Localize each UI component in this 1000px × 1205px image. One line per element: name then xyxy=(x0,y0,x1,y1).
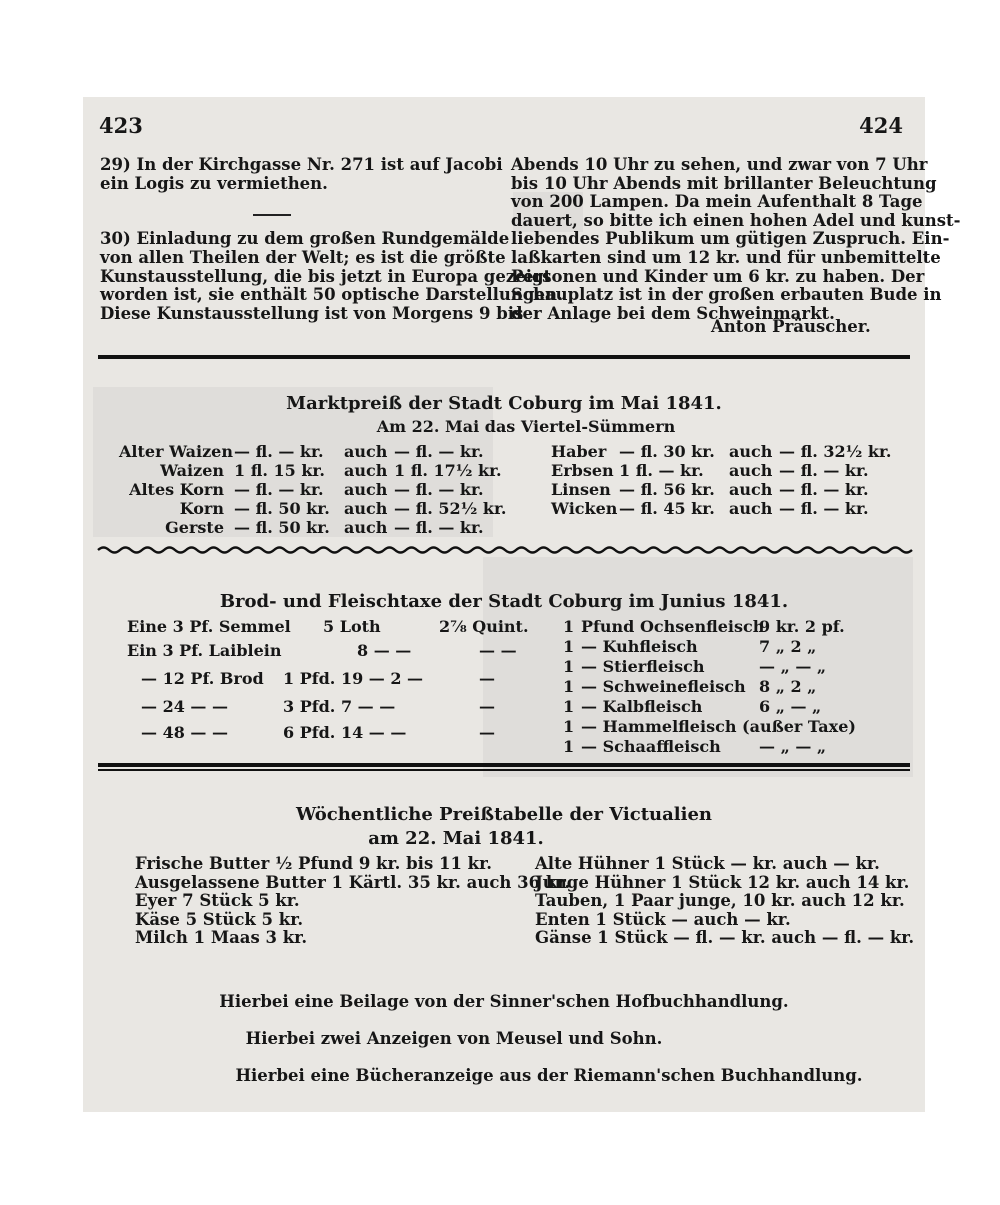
meat-name: — Kalbfleisch xyxy=(581,697,703,716)
brod-weight: 5 Loth xyxy=(323,617,381,636)
meat-quantity: 1 xyxy=(563,737,575,756)
fleisch-row xyxy=(563,697,913,716)
double-rule-bottom xyxy=(98,769,910,771)
brod-item: — 48 — — xyxy=(141,723,228,742)
brod-weight: 3 Pfd. 7 — — xyxy=(283,697,396,716)
brod-weight: 8 — — xyxy=(357,641,412,660)
signature: Anton Präuscher. xyxy=(711,317,871,336)
grain-name: Linsen xyxy=(551,480,611,499)
brod-quint: 2⅞ Quint. xyxy=(439,617,529,636)
market-table-left xyxy=(119,442,519,542)
brod-table xyxy=(127,617,557,747)
note-meusel: Hierbei zwei Anzeigen von Meusel und Sohn. xyxy=(245,1029,663,1048)
auch-label: auch xyxy=(344,480,388,499)
meat-name: — Kuhfleisch xyxy=(581,637,698,656)
newspaper-page xyxy=(83,97,961,1112)
brod-row xyxy=(127,669,557,688)
price-low: — fl. — kr. xyxy=(234,480,324,499)
grain-name: Altes Korn xyxy=(129,480,224,499)
weekly-prices-right xyxy=(535,855,915,948)
brod-row xyxy=(127,617,557,636)
market-row xyxy=(551,442,911,461)
market-row xyxy=(119,518,519,537)
market-title: Marktpreiß der Stadt Coburg im Mai 1841. xyxy=(286,393,722,414)
brod-item: Eine 3 Pf. Semmel xyxy=(127,617,291,636)
market-row xyxy=(119,480,519,499)
price-high: — fl. — kr. xyxy=(394,442,484,461)
price-high: — fl. — kr. xyxy=(779,499,869,518)
price-low: — fl. 50 kr. xyxy=(234,499,330,518)
grain-name: Korn xyxy=(179,499,224,518)
fleisch-row xyxy=(563,657,913,676)
price-low: — fl. 56 kr. xyxy=(619,480,715,499)
auch-label: auch xyxy=(729,499,773,518)
grain-name: Wicken xyxy=(551,499,618,518)
left-column-text xyxy=(100,155,563,323)
brod-row xyxy=(127,723,557,742)
price-low: — fl. — kr. xyxy=(234,442,324,461)
brod-quint: — — xyxy=(479,641,517,660)
auch-label: auch xyxy=(729,461,773,480)
market-row xyxy=(551,461,911,480)
meat-price: 8 „ 2 „ xyxy=(759,677,817,696)
text-line: laßkarten sind um 12 kr. und für unbemittelte xyxy=(511,247,941,267)
section-rule xyxy=(98,355,910,359)
meat-price: 7 „ 2 „ xyxy=(759,637,817,656)
meat-name: — Stierfleisch xyxy=(581,657,705,676)
text-line: bis 10 Uhr Abends mit brillanter Beleuchtung xyxy=(511,173,937,193)
auch-label: auch xyxy=(729,480,773,499)
auch-label: auch xyxy=(344,442,388,461)
auch-label: auch xyxy=(344,518,388,537)
meat-quantity: 1 xyxy=(563,697,575,716)
brod-quint: — xyxy=(479,723,495,742)
text-line: dauert, so bitte ich einen hohen Adel und kunst- xyxy=(511,210,961,230)
meat-price: — „ — „ xyxy=(759,737,827,756)
brod-item: — 24 — — xyxy=(141,697,228,716)
text-line: worden ist, sie enthält 50 optische Darstellungen. xyxy=(100,285,563,305)
price-low: — fl. 30 kr. xyxy=(619,442,715,461)
right-column-text xyxy=(511,155,961,323)
market-table-right xyxy=(551,442,911,522)
fleisch-row xyxy=(563,637,913,656)
grain-name: Erbsen xyxy=(551,461,614,480)
market-row xyxy=(119,499,519,518)
auch-label: auch xyxy=(344,499,388,518)
meat-price: — „ — „ xyxy=(759,657,827,676)
price-low: — fl. 45 kr. xyxy=(619,499,715,518)
brod-row xyxy=(127,641,557,660)
auch-label: auch xyxy=(344,461,388,480)
meat-name: — Schweinefleisch xyxy=(581,677,746,696)
brod-weight: 6 Pfd. 14 — — xyxy=(283,723,407,742)
fleisch-row xyxy=(563,677,913,696)
brod-quint: — xyxy=(479,697,495,716)
market-subtitle: Am 22. Mai das Viertel-Sümmern xyxy=(376,417,676,436)
price-high: — fl. — kr. xyxy=(779,461,869,480)
price-low: 1 fl. 15 kr. xyxy=(234,461,325,480)
meat-name: Pfund Ochsenfleisch xyxy=(581,617,765,636)
market-row xyxy=(551,480,911,499)
double-rule-top xyxy=(98,763,910,767)
brod-item: Ein 3 Pf. Laiblein xyxy=(127,641,282,660)
fleisch-row xyxy=(563,617,913,636)
text-line xyxy=(100,212,486,231)
meat-price: 9 kr. 2 pf. xyxy=(759,617,845,636)
grain-name: Haber xyxy=(551,442,607,461)
price-item: Gänse 1 Stück — fl. — kr. auch — fl. — kr. xyxy=(535,928,915,948)
market-row xyxy=(551,499,911,518)
brod-title: Brod- und Fleischtaxe der Stadt Coburg im Junius 1841. xyxy=(219,591,789,612)
fleisch-row xyxy=(563,737,913,756)
price-item: Käse 5 Stück 5 kr. xyxy=(135,909,304,929)
price-item: Ausgelassene Butter 1 Kärtl. 35 kr. auch 36 kr. xyxy=(135,872,571,892)
meat-quantity: 1 xyxy=(563,657,575,676)
price-item: Enten 1 Stück — auch — kr. xyxy=(535,909,791,929)
grain-name: Waizen xyxy=(160,461,224,480)
price-item: Eyer 7 Stück 5 kr. xyxy=(135,891,300,911)
separator-dash xyxy=(253,214,291,216)
text-line: der Anlage bei dem Schweinmarkt. xyxy=(511,303,835,323)
price-high: 1 fl. 17½ kr. xyxy=(394,461,502,480)
price-low: — fl. 50 kr. xyxy=(234,518,330,537)
meat-quantity: 1 xyxy=(563,617,575,636)
brod-row xyxy=(127,697,557,716)
weekly-prices-left xyxy=(135,854,571,948)
meat-name: — Hammelfleisch (außer Taxe) xyxy=(581,717,856,736)
price-high: — fl. — kr. xyxy=(394,518,484,537)
page-number-left: 423 xyxy=(99,113,143,138)
meat-quantity: 1 xyxy=(563,637,575,656)
fleisch-row xyxy=(563,717,913,736)
brod-item: — 12 Pf. Brod xyxy=(141,669,264,688)
price-item: Frische Butter ½ Pfund 9 kr. bis 11 kr. xyxy=(135,854,493,873)
price-high: — fl. 32½ kr. xyxy=(779,442,892,461)
note-sinner: Hierbei eine Beilage von der Sinner'schen Hofbuchhandlung. xyxy=(219,992,789,1011)
fleisch-table xyxy=(563,617,913,757)
text-line: von 200 Lampen. Da mein Aufenthalt 8 Tage xyxy=(511,192,923,212)
price-low: 1 fl. — kr. xyxy=(619,461,704,480)
text-line: von allen Theilen der Welt; es ist die größte xyxy=(100,247,506,267)
price-item: Junge Hühner 1 Stück 12 kr. auch 14 kr. xyxy=(535,872,910,892)
brod-weight: 1 Pfd. 19 — 2 — xyxy=(283,669,424,688)
price-item: Milch 1 Maas 3 kr. xyxy=(135,928,308,948)
text-line: Abends 10 Uhr zu sehen, und zwar von 7 Uhr xyxy=(511,155,928,174)
meat-quantity: 1 xyxy=(563,677,575,696)
text-line: Kunstausstellung, die bis jetzt in Europa gezeigt xyxy=(100,266,552,286)
price-high: — fl. — kr. xyxy=(779,480,869,499)
auch-label: auch xyxy=(729,442,773,461)
text-line xyxy=(100,193,486,212)
price-item: Tauben, 1 Paar junge, 10 kr. auch 12 kr. xyxy=(535,891,905,911)
text-line: Schauplatz ist in der großen erbauten Bude in xyxy=(511,285,942,305)
text-line: Personen und Kinder um 6 kr. zu haben. Der xyxy=(511,266,925,286)
meat-price: 6 „ — „ xyxy=(759,697,822,716)
price-high: — fl. — kr. xyxy=(394,480,484,499)
price-item: Alte Hühner 1 Stück — kr. auch — kr. xyxy=(535,854,880,873)
wavy-separator xyxy=(98,543,910,557)
grain-name: Gerste xyxy=(165,518,224,537)
text-line: ein Logis zu vermiethen. xyxy=(100,173,328,193)
price-high: — fl. 52½ kr. xyxy=(394,499,507,518)
meat-name: — Schaaffleisch xyxy=(581,737,721,756)
text-line: Diese Kunstausstellung ist von Morgens 9 bis xyxy=(100,303,524,323)
brod-quint: — xyxy=(479,669,495,688)
text-line: 29) In der Kirchgasse Nr. 271 ist auf Jacobi xyxy=(100,155,503,174)
page-number-right: 424 xyxy=(859,113,903,138)
weekly-title: Wöchentliche Preißtabelle der Victualien xyxy=(295,804,712,825)
text-line: 30) Einladung zu dem großen Rundgemälde xyxy=(100,229,510,249)
market-row xyxy=(119,442,519,461)
meat-quantity: 1 xyxy=(563,717,575,736)
note-riemann: Hierbei eine Bücheranzeige aus der Riemann'schen Buchhandlung. xyxy=(235,1066,863,1085)
market-row xyxy=(119,461,519,480)
text-line: liebendes Publikum um gütigen Zuspruch. Ein- xyxy=(511,229,950,249)
grain-name: Alter Waizen xyxy=(119,442,233,461)
weekly-date: am 22. Mai 1841. xyxy=(368,828,544,849)
